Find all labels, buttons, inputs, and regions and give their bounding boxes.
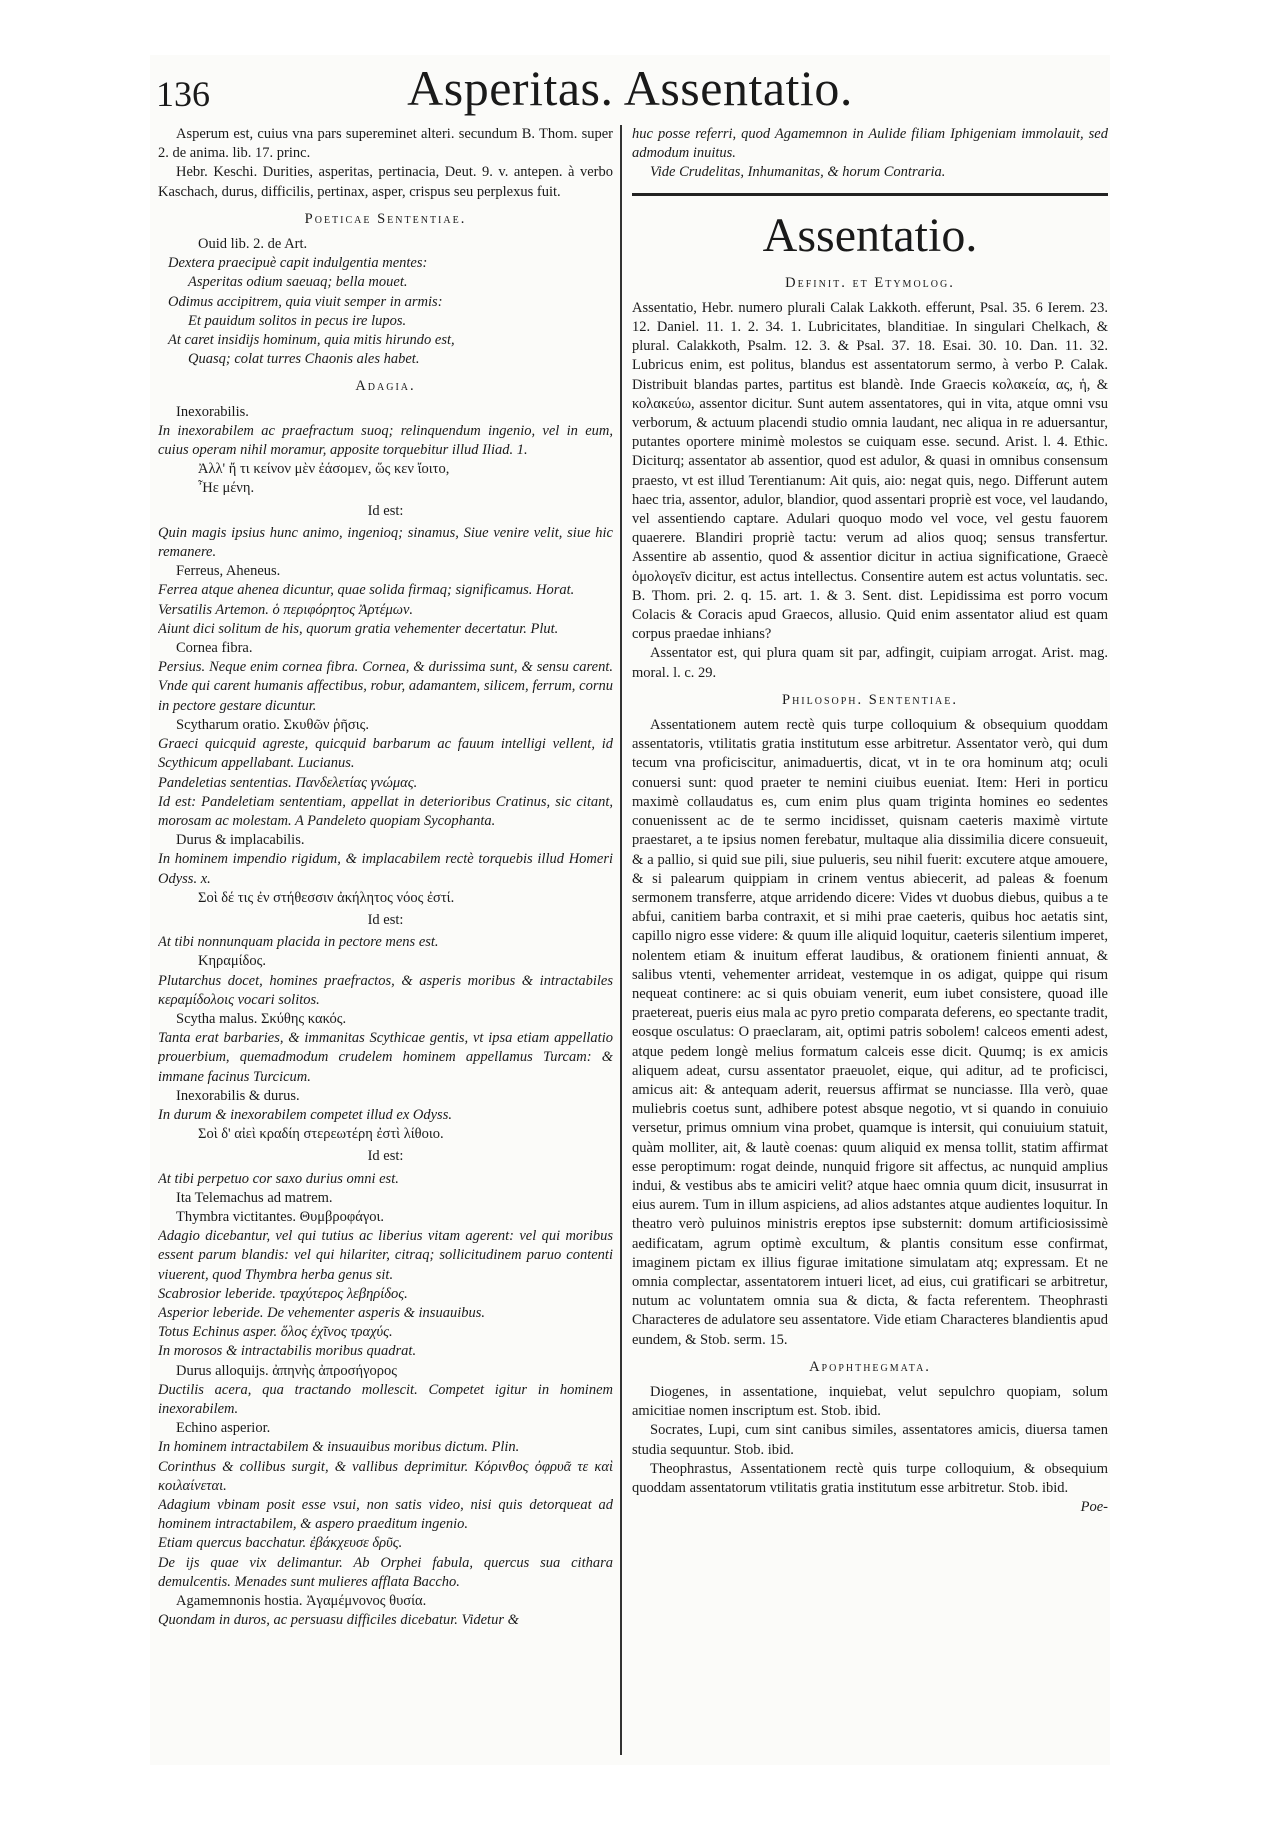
adagium-entry: Ferrea atque ahenea dicuntur, quae solida firmaq; significamus. Horat. (158, 582, 575, 599)
adagium-entry: Id est: (367, 1148, 404, 1165)
adagium-entry: Σοὶ δέ τις ἐν στήθεσσιν ἀκήλητος νόος ἐστί. (198, 889, 455, 906)
adagium-entry: Thymbra victitantes. Θυμβροφάγοι. (176, 1208, 385, 1225)
poetic-heading: Poeticae Sententiae. (304, 210, 467, 227)
adagia-heading: Adagia. (355, 378, 416, 395)
adagium-entry: Aiunt dici solitum de his, quorum gratia vehementer decertatur. Plut. (158, 620, 559, 637)
right-column (632, 125, 1108, 1765)
column-divider (620, 125, 622, 1755)
adagium-entry: Agamemnonis hostia. Ἀγαμέμνονος θυσία. (176, 1593, 427, 1610)
adagium-entry: Id est: Pandeletiam sententiam, appellat in deterioribus Cratinus, sic citant, morosam ac molestam. A Pandeleto quopiam Sycophanta. (158, 793, 613, 829)
adagium-entry: Echino asperior. (176, 1420, 271, 1437)
page-header (150, 55, 1110, 125)
intro-paragraph: Asperum est, cuius vna pars supereminet alteri. secundum B. Thom. super 2. de anima. lib. 17. princ. (158, 126, 613, 162)
adagium-entry: Ductilis acera, qua tractando mollescit. Competet igitur in hominem inexorabilem. (158, 1381, 613, 1417)
poetic-source: Ouid lib. 2. de Art. (198, 236, 308, 253)
adagium-entry: At tibi nonnunquam placida in pectore mens est. (158, 934, 439, 951)
adagium-entry: Scytharum oratio. Σκυθῶν ῥῆσις. (176, 716, 370, 733)
adagium-entry: Tanta erat barbaries, & immanitas Scythicae gentis, vt ipsa etiam appellatio prouerbium, quemadmodum crudelem hominem appellamus Turcam: & immane facinus Turcicum. (158, 1030, 613, 1085)
verse-line: Asperitas odium saeuaq; bella mouet. (188, 274, 408, 291)
philosophy-heading: Philosoph. Sententiae. (782, 691, 958, 708)
verse-line: Et pauidum solitos in pecus ire lupos. (188, 312, 407, 329)
adagium-entry: Adagio dicebantur, vel qui tutius ac liberius vitam agerent: vel qui moribus essent parum blandis: vel qui hilariter, citraq; sollicitudinem paruo contenti viuerent, quod Thymbra herba genus sit. (158, 1228, 613, 1283)
section-title: Assentatio. (762, 208, 978, 262)
adagium-entry: Durus & implacabilis. (176, 832, 305, 849)
page-number: 136 (156, 74, 210, 114)
adagium-entry: Κηραμίδος. (198, 953, 267, 970)
adagium-entry: In hominem impendio rigidum, & implacabilem rectè torquebis illud Homeri Odyss. x. (158, 851, 613, 887)
left-column (158, 125, 613, 1765)
adagium-entry: In durum & inexorabilem competet illud ex Odyss. (158, 1106, 452, 1123)
book-page (150, 55, 1110, 1765)
adagium-entry: Ἀλλ' ἤ τι κείνον μὲν ἐάσομεν, ὥς κεν ἴοιτο, (198, 461, 450, 478)
adagium-entry: Inexorabilis & durus. (176, 1087, 300, 1104)
adagium-entry: In morosos & intractabilis moribus quadrat. (158, 1343, 417, 1360)
adagium-entry: Asperior leberide. De vehementer asperis & insuauibus. (158, 1304, 486, 1321)
adagium-entry: Id est: (367, 911, 404, 928)
verse-line: Dextera praecipuè capit indulgentia mentes: (168, 255, 428, 272)
definition-paragraph: Assentator est, qui plura quam sit par, adfingit, cuipiam arrogat. Arist. mag. moral. l. c. 29. (632, 645, 1108, 681)
adagium-entry: De ijs quae vix delimantur. Ab Orphei fabula, quercus sua cithara demulcentis. Menades sunt mulieres afflata Baccho. (158, 1554, 613, 1590)
apophthegm: Socrates, Lupi, cum sint canibus similes, assentatores amicis, diuersa tamen studia sequuntur. Stob. ibid. (632, 1422, 1108, 1458)
catchword: Poe- (1080, 1499, 1108, 1516)
adagium-entry: Cornea fibra. (176, 640, 253, 657)
adagium-entry: Id est: (367, 502, 404, 519)
philosophy-paragraph: Assentationem autem rectè quis turpe colloquium & obsequium quoddam assentatoris, vtilitatis gratia institutum esse arbitretur. Assentator verò, qui dum tecum vna proficiscitur, animaduertis, dicat, vt in te ora hominum atq; oculi conuersi sunt: quod praeter te nemini ciuibus eueniat. Item: Heri in porticu maximè collaudatus es, cum enim plus quam triginta homines eo sedentes conuenissent ac de te sermo incidisset, quisnam caeteris maximè virtute praestaret, a te ipsius nomen ferebatur, multaque alia dissimilia dicere consueuit, & a pallio, si quid sue pili, siue pulueris, seu nihil fuerit: excutere atque amouere, & si palearum quippiam in crinem ventus abiecerit, ad paleas & foenum sermonem transferre, atque arridendo dicere: Vides vt duobus diebus, quibus a te abfui, canitiem barba contraxit, et si mihi prae caeteris, quibus hoc aetatis sint, capillo nigro esse videre: & quum ille aliquid loquitur, caeteris silentium imperet, nolentem etiam & inuitum efferat laudibus, & orationem finienti annuat, & salibus vtenti, vehementer arrideat, vestemque in os adigat, quippe qui risum nequeat continere: ac si quis obuiam venerit, eum iubet consistere, quoad ille praetereat, pueris eius mala ac pyro pretio comparata deferens, eo spectante tradit, eosque osculatus: O praeclaram, ait, optimi patris sobolem! calceos ementi adest, atque pedem longè melius formatum calceis esse dicit. Quumq; is ex amicis aliquem adeat, cursu assentator praeuolet, eique, qui aditur, ad te proficisci, amicus ait: & antequam aderit, reuersus affirmat se nunciasse. Illa verò, quae muliebris coetus sunt, adhibere potest absque negotio, vt si quando in conuiuio versetur, primus omnium vina probet, quamque is intersit, qui conuiuium statuit, quàm molliter, ait, & lautè coenas: quum aliquid ex mensa tollit, statim affirmat esse peroptimum: rogat deinde, nunquid frigore sit affectus, ac nunquid amplius indui, & vestibus abs te amiciri velit? atque haec omnia quum dicit, insusurrat in eius aurem. Tum in illum aspiciens, ad alios adstantes atque audientes loquitur. In theatro verò puluinos ministris ereptos ipse substernit: domum artificiosissimè aedificatam, agrum optimè excultum, & plantis consitum esse confirmat, imaginem pictam ex illius figurae imitatione simulatam atq; expressam. Et ne omnia complectar, assentatorem intueri licet, ad eius, cui gratificari se arbitretur, nutum ac voluntatem omnia sua & dicta, & facta referentem. Theophrasti Characteres de adulatore seu assentatore. Vide etiam Characteres blandientis apud eundem, & Stob. serm. 15. (632, 717, 1108, 1348)
definition-heading: Definit. et Etymolog. (785, 274, 955, 291)
apophthegmata-heading: Apophthegmata. (809, 1358, 931, 1375)
adagium-entry: At tibi perpetuo cor saxo durius omni est. (158, 1170, 399, 1187)
adagium-entry: Plutarchus docet, homines praefractos, & asperis moribus & intractabiles κεραμίδολοις vocari solitos. (158, 972, 613, 1008)
adagium-entry: Inexorabilis. (176, 403, 249, 420)
adagium-entry: Adagium vbinam posit esse vsui, non satis video, nisi quis detorqueat ad hominem intractabilem, & aspero praeditum ingenio. (158, 1497, 613, 1533)
adagium-entry: Etiam quercus bacchatur. ἐβάκχευσε δρῦς. (158, 1535, 403, 1552)
adagium-entry: Durus alloquijs. ἀπηνὴς ἀπροσήγορος (176, 1362, 397, 1379)
verse-line: Quasq; colat turres Chaonis ales habet. (188, 351, 420, 368)
adagium-entry: Quin magis ipsius hunc animo, ingenioq; sinamus, Siue venire velit, siue hic remanere. (158, 524, 613, 561)
adagium-entry: Ferreus, Aheneus. (176, 563, 281, 580)
intro-paragraph: Hebr. Keschi. Durities, asperitas, pertinacia, Deut. 9. v. antepen. à verbo Kaschach, durus, difficilis, pertinax, asper, crispus seu perplexus fuit. (158, 164, 613, 200)
apophthegm: Diogenes, in assentatione, inquiebat, velut sepulchro quopiam, solum amicitiae nomen inscriptum est. Stob. ibid. (632, 1383, 1108, 1420)
cross-reference: Vide Crudelitas, Inhumanitas, & horum Contraria. (650, 164, 946, 181)
adagium-entry: Graeci quicquid agreste, quicquid barbarum ac fauum intelligi vellent, id Scythicum appellabant. Lucianus. (158, 736, 613, 772)
definition-paragraph: Assentatio, Hebr. numero plurali Calak Lakkoth. efferunt, Psal. 35. 6 Ierem. 23. 12. Daniel. 11. 1. 2. 34. 1. Lubricitates, blanditiae. In singulari Chelkach, & plural. Calakkoth, Psalm. 12. 3. & Psal. 37. 18. Esai. 30. 10. Dan. 11. 32. Lubricus enim, est politus, blandus est assentatorum sermo, à verbo P. Calak. Distribuit blandas partes, partitus est blandè. Inde Graecis κολακεία, ας, ἡ, & κολακεύω, assentor dicitur. Sunt autem assentatores, qui in vita, atque omni vsu verborum, & actuum placendi studio omnia laudant, nec aliqua in re aduersantur, putantes oportere minimè molestos se cuiquam esse. secund. Arist. l. 4. Ethic. Diciturq; assentator ab assentior, quod est adulor, & quasi in omnibus consensum praesto, vt est illud Terentianum: Ait quis, aio: negat quis, nego. Differunt autem haec tria, assentor, adulor, blandior, quod assentari propriè est voce, vel laudando, vel assentiendo captare. Adulari quoquo modo vel voce, vel gestu fauorem quaerere. Blandiri propriè tactu: verum ad alios quoq; sensus transfertur. Assentire ab assentio, quod & assentior dicitur in actiua significatione, Graecè ὁμολογεῖν dicitur, est actus intellectus. Consentire autem est actus voluntatis. sec. B. Thom. pri. 2. q. 15. art. 1. & 3. Sent. dist. Lepidissima est porro vocum Colacis & Coracis apud Graecos, allusio. Quid enim assentator aliud est quam corpus praedae inhians? (632, 299, 1108, 643)
adagium-entry: Totus Echinus asper. ὅλος ἐχῖνος τραχύς. (158, 1324, 393, 1341)
adagium-entry: Corinthus & collibus surgit, & vallibus deprimitur. Κόρινθος ὀφρυᾶ τε καὶ κοιλαίνεται. (158, 1458, 613, 1494)
adagium-entry: Quondam in duros, ac persuasu difficiles dicebatur. Videtur & (158, 1612, 519, 1629)
apophthegm: Theophrastus, Assentationem rectè quis turpe colloquium, & obsequium quoddam assentatorum vtilitatis gratia institutum esse arbitretur. Stob. ibid. (632, 1460, 1108, 1496)
adagium-entry: Ἦε μένη. (198, 480, 255, 497)
verse-line: At caret insidijs hominum, quia mitis hirundo est, (168, 332, 455, 349)
adagium-entry: Persius. Neque enim cornea fibra. Cornea, & durissima sunt, & sensu carent. Vnde qui carent humanis affectibus, robur, adamantem, silicem, ferrum, cornu in pectore gestare dicuntur. (158, 659, 613, 714)
adagium-entry: Ita Telemachus ad matrem. (176, 1189, 333, 1206)
adagium-entry: Pandeletias sententias. Πανδελετίας γνώμας. (158, 774, 418, 791)
adagium-entry: Scytha malus. Σκύθης κακός. (176, 1010, 347, 1027)
running-title: Asperitas. Assentatio. (407, 60, 853, 116)
adagium-entry: Versatilis Artemon. ὁ περιφόρητος Ἀρτέμων. (158, 601, 414, 618)
adagium-entry: In inexorabilem ac praefractum suoq; relinquendum ingenio, vel in eum, cuius operam nihil moramur, apposite torquebitur illud Iliad. 1. (158, 422, 613, 459)
poetic-verses (158, 254, 613, 369)
verse-line: Odimus accipitrem, quia viuit semper in armis: (168, 293, 443, 310)
adagium-entry: Σοὶ δ' αἰεὶ κραδίη στερεωτέρη ἐστὶ λίθοιο. (198, 1126, 444, 1143)
section-rule (632, 193, 1108, 196)
adagium-entry: Scabrosior leberide. τραχύτερος λεβηρίδος. (158, 1285, 408, 1302)
carryover-text: huc posse referri, quod Agamemnon in Aulide filiam Iphigeniam immolauit, sed admodum inuitus. (632, 126, 1108, 162)
adagia-list (158, 403, 613, 1631)
adagium-entry: In hominem intractabilem & insuauibus moribus dictum. Plin. (158, 1439, 520, 1456)
